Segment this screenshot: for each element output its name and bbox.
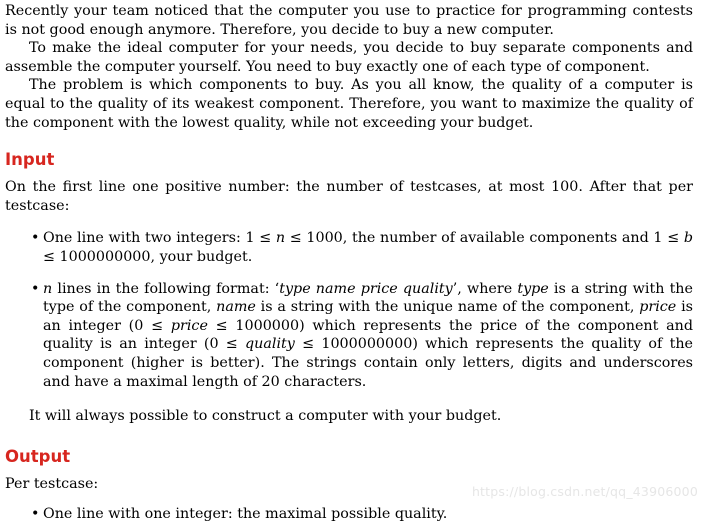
intro-paragraph-1: Recently your team noticed that the computer you use to practice for programming contests is not good enough anymore. Therefore, you decide to buy a new computer. bbox=[5, 3, 693, 38]
text-segment: ≤ 1000000000) which represents the quality of the component (higher is better). The strings contain only letters, digits and underscores and have a maximal length of 20 characters. bbox=[43, 336, 693, 390]
text-segment: One line with one integer: the maximal possible quality. bbox=[43, 506, 448, 523]
text-segment: ≤ 1000, the number of available components and 1 ≤ bbox=[285, 230, 684, 247]
math-var: n bbox=[275, 230, 286, 247]
text-segment: ’, where bbox=[452, 280, 518, 297]
text-segment: is an integer (0 ≤ bbox=[43, 299, 693, 334]
output-heading: Output bbox=[5, 446, 71, 466]
intro-paragraph-3: The problem is which components to buy. As you all know, the quality of a computer is equal to the quality of its weakest component. Therefore, you want to maximize the quality of the component with the lowest quality, while not exceeding your budget. bbox=[5, 77, 693, 131]
output-list-item-1 bbox=[5, 505, 693, 524]
input-lead: On the first line one positive number: the number of testcases, at most 100. After that per testcase: bbox=[5, 179, 693, 214]
input-heading: Input bbox=[5, 150, 55, 170]
math-var: name bbox=[216, 299, 256, 316]
watermark: https://blog.csdn.net/qq_43906000 bbox=[471, 484, 698, 500]
text-segment: ≤ 1000000) which represents the price of the component and quality is an integer (0 ≤ bbox=[43, 317, 693, 353]
math-var: b bbox=[683, 230, 693, 247]
bullet-icon: • bbox=[31, 280, 40, 297]
math-var: quality bbox=[245, 336, 295, 353]
math-var: type bbox=[517, 280, 549, 297]
bullet-icon: • bbox=[31, 506, 40, 523]
text-segment: ≤ 1000000000, your budget. bbox=[43, 248, 253, 265]
problem-statement bbox=[5, 2, 693, 524]
math-var: price bbox=[170, 317, 208, 334]
text-segment: is a string with the type of the component, bbox=[43, 280, 693, 316]
bullet-icon: • bbox=[31, 230, 40, 247]
intro-paragraph-2: To make the ideal computer for your needs, you decide to buy separate components and assemble the computer yourself. You need to buy exactly one of each type of component. bbox=[5, 40, 693, 75]
input-closing: It will always possible to construct a computer with your budget. bbox=[29, 408, 502, 425]
text-segment: One line with two integers: 1 ≤ bbox=[43, 230, 276, 247]
math-var: type name price quality bbox=[279, 280, 453, 297]
input-list bbox=[5, 229, 693, 391]
input-list-item-2 bbox=[5, 280, 693, 392]
input-list-item-1 bbox=[5, 229, 693, 266]
text-segment: is a string with the unique name of the component, bbox=[255, 299, 640, 316]
text-segment: lines in the following format: ‘ bbox=[52, 280, 280, 297]
output-lead: Per testcase: bbox=[5, 475, 99, 492]
math-var: n bbox=[43, 280, 53, 297]
math-var: price bbox=[639, 299, 677, 316]
output-list bbox=[5, 505, 693, 524]
